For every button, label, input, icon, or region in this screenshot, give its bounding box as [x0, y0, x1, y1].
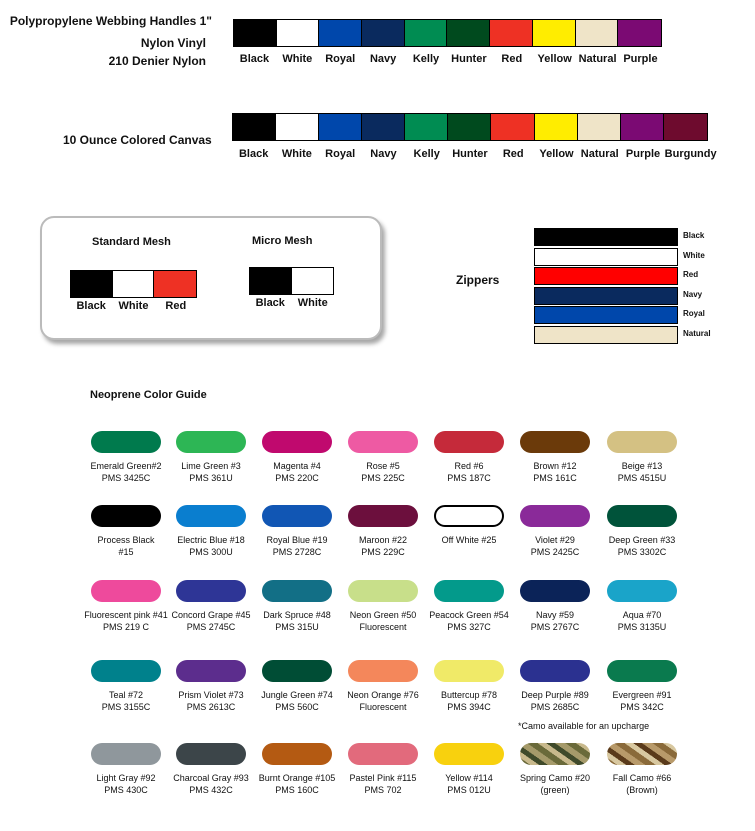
- canvas-swatch-purple: [621, 114, 664, 140]
- canvas-label-natural: Natural: [580, 148, 619, 160]
- neoprene-swatch-pastel-pink-115: [348, 743, 418, 765]
- webbing-swatch-labels: [233, 53, 662, 65]
- canvas-label-black: Black: [238, 148, 269, 160]
- standard-mesh-label-red: Red: [165, 300, 187, 312]
- standard-mesh-label-white: White: [118, 300, 149, 312]
- neoprene-caption-line2: PMS 012U: [447, 785, 491, 795]
- canvas-label-burgundy: Burgundy: [664, 148, 717, 160]
- neoprene-caption-line2: PMS 2728C: [272, 547, 322, 557]
- webbing-label-hunter: Hunter: [451, 53, 487, 65]
- neoprene-caption-line2: Fluorescent: [359, 622, 407, 632]
- zipper-label-white: White: [683, 250, 705, 260]
- webbing-label-red: Red: [501, 53, 523, 65]
- neoprene-caption-line2: PMS 3302C: [617, 547, 667, 557]
- zipper-swatch-white: [534, 248, 678, 266]
- micro-mesh-labels: [249, 297, 334, 309]
- neoprene-caption-line2: PMS 4515U: [617, 473, 667, 483]
- neoprene-caption-fall-camo-66: [587, 772, 697, 796]
- neoprene-swatch-teal-72: [91, 660, 161, 682]
- neoprene-caption-line1: Deep Purple #89: [521, 690, 589, 700]
- neoprene-caption-line2: PMS 430C: [104, 785, 148, 795]
- webbing-title-2: Nylon Vinyl: [140, 36, 206, 50]
- neoprene-caption-line2: Fluorescent: [359, 702, 407, 712]
- neoprene-caption-line1: Aqua #70: [622, 610, 662, 620]
- neoprene-swatch-navy-59: [520, 580, 590, 602]
- neoprene-caption-line2: PMS 394C: [447, 702, 491, 712]
- neoprene-caption-line2: (green): [540, 785, 570, 795]
- neoprene-caption-line2: PMS 2613C: [186, 702, 236, 712]
- neoprene-caption-line2: PMS 327C: [447, 622, 491, 632]
- zipper-label-black: Black: [683, 231, 705, 240]
- neoprene-swatch-light-gray-92: [91, 743, 161, 765]
- webbing-label-yellow: Yellow: [537, 53, 572, 65]
- neoprene-caption-line2: PMS 361U: [189, 473, 233, 483]
- neoprene-swatch-peacock-green-54: [434, 580, 504, 602]
- neoprene-caption-line2: PMS 560C: [275, 702, 319, 712]
- neoprene-swatch-magenta-4: [262, 431, 332, 453]
- neoprene-swatch-beige-13: [607, 431, 677, 453]
- standard-mesh-swatch-white: [113, 271, 155, 297]
- neoprene-caption-line2: PMS 229C: [361, 547, 405, 557]
- webbing-swatch-royal: [319, 20, 362, 46]
- standard-mesh-title: Standard Mesh: [92, 236, 171, 248]
- neoprene-caption-line1: Jungle Green #74: [261, 690, 333, 700]
- webbing-swatch-yellow: [533, 20, 576, 46]
- zipper-label-red: Red: [683, 270, 699, 279]
- webbing-swatch-red: [490, 20, 533, 46]
- neoprene-caption-line1: Charcoal Gray #93: [173, 773, 249, 783]
- micro-mesh-swatch-white: [292, 268, 334, 294]
- neoprene-caption-line2: PMS 702: [364, 785, 402, 795]
- canvas-label-purple: Purple: [625, 148, 661, 160]
- zipper-swatch-navy: [534, 287, 678, 305]
- canvas-label-navy: Navy: [370, 148, 397, 160]
- neoprene-swatch-prism-violet-73: [176, 660, 246, 682]
- webbing-label-navy: Navy: [369, 53, 397, 65]
- neoprene-caption-line1: Red #6: [454, 461, 484, 471]
- neoprene-caption-line2: PMS 161C: [533, 473, 577, 483]
- neoprene-caption-line2: PMS 2745C: [186, 622, 236, 632]
- neoprene-swatch-fall-camo-66: [607, 743, 677, 765]
- zipper-swatch-black: [534, 228, 678, 246]
- webbing-swatch-strip: [233, 19, 662, 47]
- neoprene-swatch-deep-purple-89: [520, 660, 590, 682]
- webbing-swatch-white: [277, 20, 320, 46]
- neoprene-caption-line2: PMS 187C: [447, 473, 491, 483]
- neoprene-caption-line1: Brown #12: [533, 461, 577, 471]
- standard-mesh-swatch-strip: [70, 270, 197, 298]
- neoprene-caption-deep-green-33: [587, 534, 697, 558]
- neoprene-caption-line1: Process Black: [97, 535, 155, 545]
- neoprene-caption-evergreen-91: [587, 689, 697, 713]
- canvas-swatch-red: [491, 114, 534, 140]
- canvas-label-hunter: Hunter: [452, 148, 488, 160]
- neoprene-caption-aqua-70: [587, 609, 697, 633]
- neoprene-caption-line1: Buttercup #78: [440, 690, 498, 700]
- neoprene-caption-line2: #15: [118, 547, 134, 557]
- neoprene-caption-line1: Burnt Orange #105: [258, 773, 336, 783]
- neoprene-caption-line1: Magenta #4: [273, 461, 321, 471]
- micro-mesh-swatch-black: [250, 268, 292, 294]
- neoprene-caption-line2: PMS 315U: [275, 622, 319, 632]
- neoprene-caption-line1: Prism Violet #73: [178, 690, 244, 700]
- canvas-label-white: White: [281, 148, 312, 160]
- canvas-swatch-labels: [232, 148, 717, 160]
- neoprene-caption-line1: Electric Blue #18: [177, 535, 245, 545]
- neoprene-caption-line1: Off White #25: [441, 535, 497, 545]
- neoprene-swatch-charcoal-gray-93: [176, 743, 246, 765]
- neoprene-swatch-violet-29: [520, 505, 590, 527]
- neoprene-caption-line1: Royal Blue #19: [266, 535, 328, 545]
- neoprene-swatch-royal-blue-19: [262, 505, 332, 527]
- neoprene-caption-line2: PMS 3135U: [617, 622, 667, 632]
- neoprene-swatch-neon-orange-76: [348, 660, 418, 682]
- zipper-label-natural: Natural: [683, 328, 711, 338]
- neoprene-swatch-electric-blue-18: [176, 505, 246, 527]
- canvas-swatch-burgundy: [664, 114, 707, 140]
- canvas-swatch-kelly: [405, 114, 448, 140]
- micro-mesh-title: Micro Mesh: [252, 235, 313, 247]
- canvas-swatch-hunter: [448, 114, 491, 140]
- neoprene-caption-line2: PMS 342C: [620, 702, 664, 712]
- neoprene-caption-line1: Violet #29: [535, 535, 575, 545]
- neoprene-swatch-jungle-green-74: [262, 660, 332, 682]
- neoprene-swatch-deep-green-33: [607, 505, 677, 527]
- neoprene-caption-line1: Fall Camo #66: [612, 773, 672, 783]
- neoprene-swatch-lime-green-3: [176, 431, 246, 453]
- neoprene-caption-line1: Spring Camo #20: [519, 773, 591, 783]
- standard-mesh-swatch-red: [154, 271, 196, 297]
- neoprene-swatch-neon-green-50: [348, 580, 418, 602]
- canvas-swatch-navy: [362, 114, 405, 140]
- webbing-swatch-purple: [618, 20, 661, 46]
- canvas-label-royal: Royal: [325, 148, 356, 160]
- neoprene-caption-line1: Lime Green #3: [181, 461, 241, 471]
- neoprene-caption-line2: PMS 300U: [189, 547, 233, 557]
- webbing-title-1: Polypropylene Webbing Handles 1": [9, 14, 212, 28]
- zipper-label-navy: Navy: [683, 289, 703, 299]
- neoprene-swatch-spring-camo-20: [520, 743, 590, 765]
- neoprene-caption-line1: Maroon #22: [358, 535, 408, 545]
- neoprene-caption-line2: PMS 225C: [361, 473, 405, 483]
- canvas-swatch-white: [276, 114, 319, 140]
- standard-mesh-label-black: Black: [76, 300, 106, 312]
- zipper-label-royal: Royal: [683, 309, 705, 318]
- canvas-swatch-natural: [578, 114, 621, 140]
- canvas-label-yellow: Yellow: [539, 148, 574, 160]
- canvas-swatch-strip: [232, 113, 708, 141]
- neoprene-caption-line1: Neon Green #50: [349, 610, 417, 620]
- neoprene-caption-line1: Peacock Green #54: [429, 610, 509, 620]
- webbing-swatch-kelly: [405, 20, 448, 46]
- neoprene-swatch-red-6: [434, 431, 504, 453]
- zipper-swatch-royal: [534, 306, 678, 324]
- neoprene-swatch-maroon-22: [348, 505, 418, 527]
- neoprene-caption-line2: PMS 220C: [275, 473, 319, 483]
- neoprene-caption-line1: Concord Grape #45: [171, 610, 251, 620]
- canvas-title: 10 Ounce Colored Canvas: [63, 133, 212, 147]
- webbing-label-black: Black: [239, 53, 270, 65]
- neoprene-caption-line1: Emerald Green#2: [90, 461, 162, 471]
- micro-mesh-swatch-strip: [249, 267, 334, 295]
- webbing-swatch-natural: [576, 20, 619, 46]
- webbing-label-natural: Natural: [578, 53, 617, 65]
- neoprene-swatch-buttercup-78: [434, 660, 504, 682]
- neoprene-title: Neoprene Color Guide: [90, 389, 207, 401]
- canvas-label-red: Red: [502, 148, 524, 160]
- neoprene-caption-line1: Beige #13: [621, 461, 663, 471]
- neoprene-swatch-aqua-70: [607, 580, 677, 602]
- neoprene-caption-beige-13: [587, 460, 697, 484]
- canvas-swatch-black: [233, 114, 276, 140]
- neoprene-caption-line1: Neon Orange #76: [347, 690, 419, 700]
- neoprene-swatch-emerald-green-2: [91, 431, 161, 453]
- neoprene-caption-line1: Teal #72: [108, 690, 144, 700]
- neoprene-swatch-fluorescent-pink-41: [91, 580, 161, 602]
- camo-note: *Camo available for an upcharge: [518, 721, 650, 731]
- neoprene-swatch-concord-grape-45: [176, 580, 246, 602]
- neoprene-caption-line2: PMS 219 C: [102, 622, 150, 632]
- neoprene-caption-line2: PMS 2685C: [530, 702, 580, 712]
- micro-mesh-label-black: Black: [255, 297, 285, 309]
- neoprene-swatch-process-black: [91, 505, 161, 527]
- webbing-label-purple: Purple: [623, 53, 658, 65]
- neoprene-swatch-yellow-114: [434, 743, 504, 765]
- neoprene-caption-line2: PMS 2767C: [530, 622, 580, 632]
- neoprene-swatch-burnt-orange-105: [262, 743, 332, 765]
- neoprene-caption-line1: Deep Green #33: [608, 535, 676, 545]
- neoprene-caption-line2: PMS 2425C: [530, 547, 580, 557]
- standard-mesh-swatch-black: [71, 271, 113, 297]
- neoprene-swatch-off-white-25: [434, 505, 504, 527]
- neoprene-swatch-evergreen-91: [607, 660, 677, 682]
- micro-mesh-label-white: White: [297, 297, 328, 309]
- zippers-title: Zippers: [456, 273, 500, 287]
- neoprene-caption-line2: PMS 3425C: [101, 473, 151, 483]
- webbing-label-royal: Royal: [325, 53, 356, 65]
- webbing-label-kelly: Kelly: [412, 53, 440, 65]
- canvas-swatch-yellow: [535, 114, 578, 140]
- neoprene-caption-line2: PMS 432C: [189, 785, 233, 795]
- neoprene-caption-line2: PMS 3155C: [101, 702, 151, 712]
- neoprene-caption-line1: Fluorescent pink #41: [84, 610, 168, 620]
- canvas-label-kelly: Kelly: [413, 148, 440, 160]
- zipper-swatch-red: [534, 267, 678, 285]
- canvas-swatch-royal: [319, 114, 362, 140]
- neoprene-caption-line1: Pastel Pink #115: [349, 773, 417, 783]
- neoprene-caption-line1: Navy #59: [535, 610, 575, 620]
- webbing-swatch-hunter: [447, 20, 490, 46]
- neoprene-swatch-brown-12: [520, 431, 590, 453]
- neoprene-caption-line2: (Brown): [626, 785, 658, 795]
- neoprene-caption-line1: Evergreen #91: [612, 690, 672, 700]
- webbing-swatch-navy: [362, 20, 405, 46]
- zipper-swatch-natural: [534, 326, 678, 344]
- neoprene-caption-line1: Yellow #114: [445, 773, 493, 783]
- neoprene-caption-line1: Rose #5: [366, 461, 400, 471]
- webbing-label-white: White: [282, 53, 313, 65]
- webbing-swatch-black: [234, 20, 277, 46]
- neoprene-swatch-rose-5: [348, 431, 418, 453]
- webbing-title-3: 210 Denier Nylon: [108, 54, 206, 68]
- standard-mesh-labels: [70, 300, 197, 312]
- neoprene-caption-line1: Light Gray #92: [96, 773, 156, 783]
- neoprene-caption-line2: PMS 160C: [275, 785, 319, 795]
- neoprene-swatch-dark-spruce-48: [262, 580, 332, 602]
- neoprene-caption-line1: Dark Spruce #48: [263, 610, 331, 620]
